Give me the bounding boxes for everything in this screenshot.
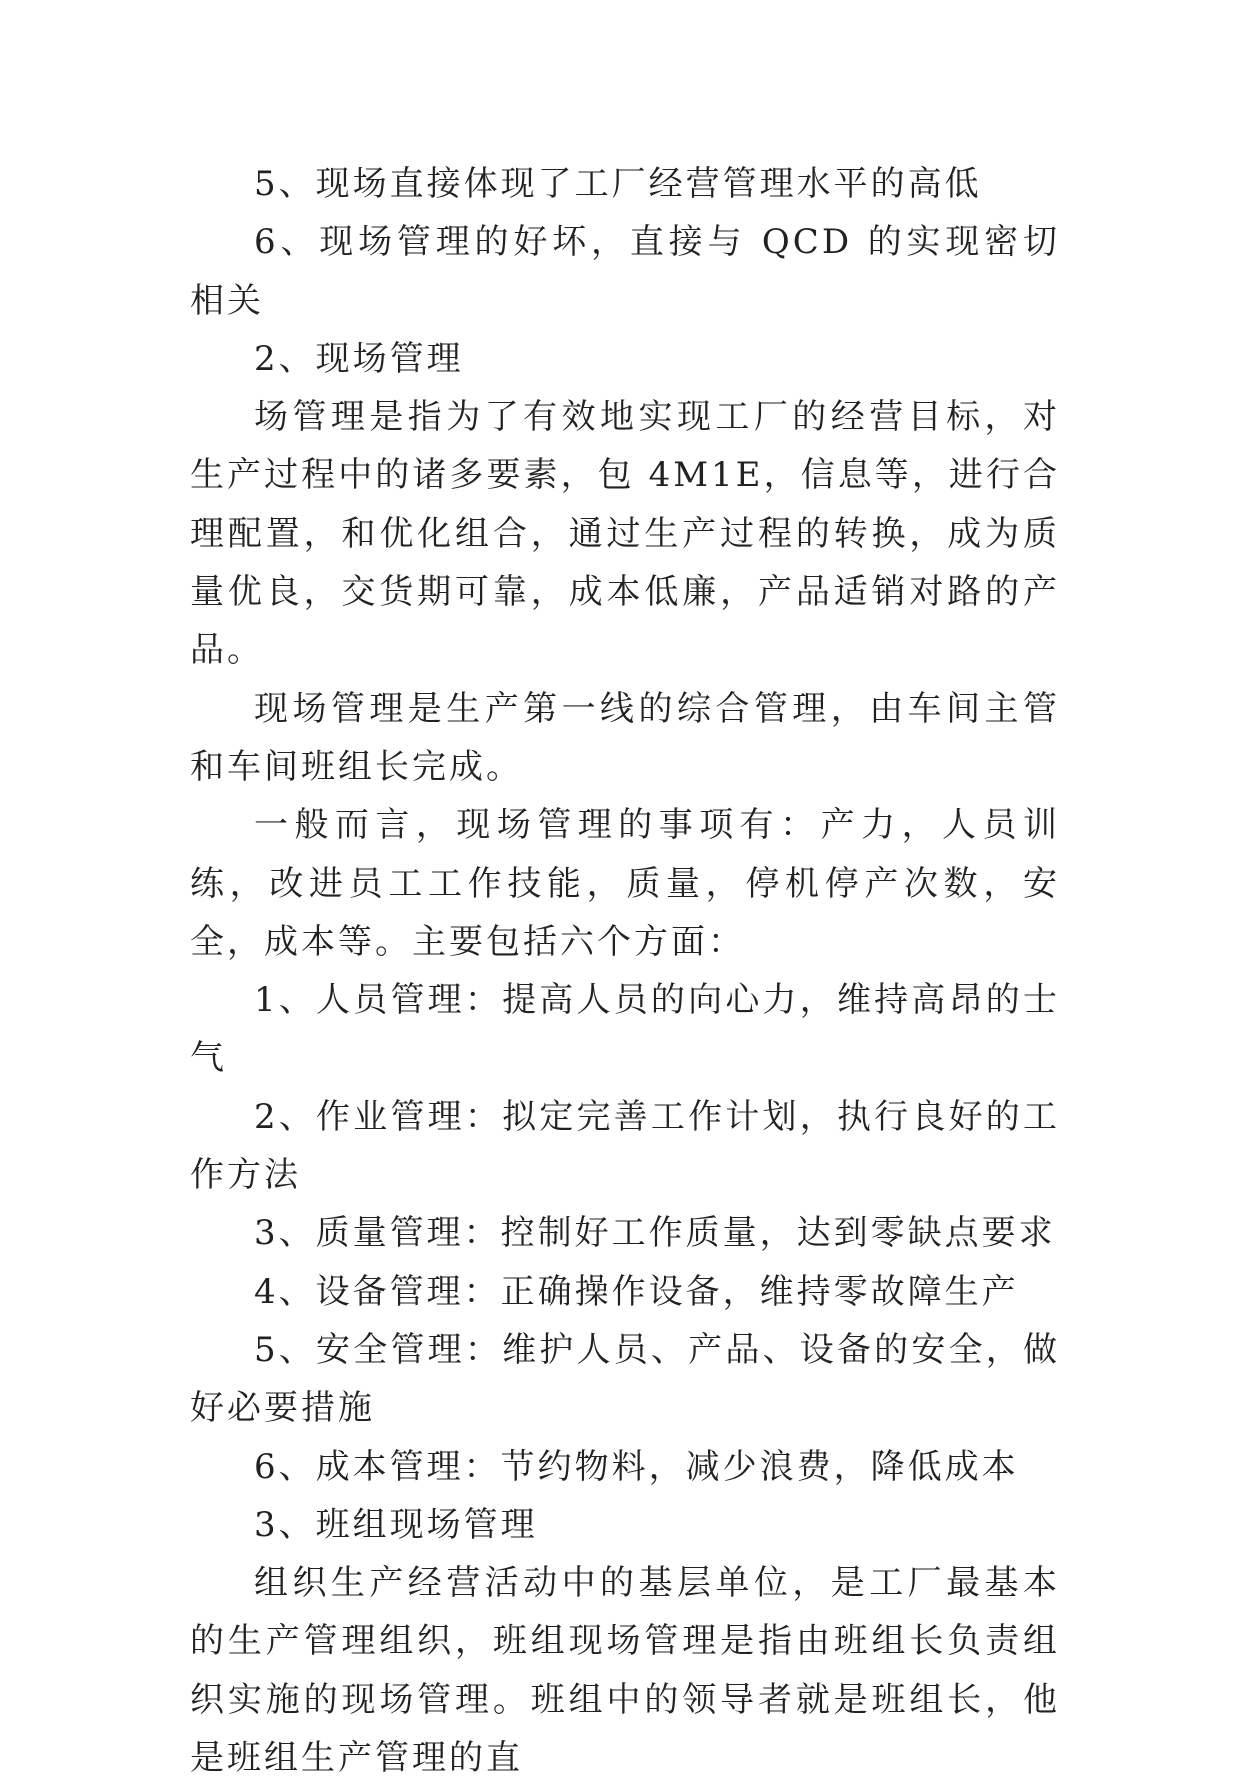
- list-item-quality: 3、质量管理：控制好工作质量，达到零缺点要求: [254, 1213, 1056, 1254]
- paragraph-definition: 场管理是指为了有效地实现工厂的经营目标，对生产过程中的诸多要素，包 4M1E，信息等，进行合理配置，和优化组合，通过生产过程的转换，成为质量优良，交货期可靠，成本低廉，产品适销对路的产品。: [190, 397, 1060, 671]
- paragraph-2: 6、现场管理的好坏，直接与 QCD 的实现密切相关: [190, 222, 1060, 321]
- paragraph-1: 5、现场直接体现了工厂经营管理水平的高低: [254, 164, 982, 204]
- paragraph-items: 一般而言，现场管理的事项有：产力，人员训练，改进员工工作技能，质量，停机停产次数，安全，成本等。主要包括六个方面：: [190, 805, 1060, 962]
- list-item-personnel: 1、人员管理：提高人员的向心力，维持高昂的士气: [190, 980, 1060, 1079]
- list-item-equipment: 4、设备管理：正确操作设备，维持零故障生产: [254, 1271, 1019, 1312]
- section-heading-3: 3、班组现场管理: [254, 1504, 538, 1545]
- list-item-operation: 2、作业管理：拟定完善工作计划，执行良好的工作方法: [190, 1096, 1060, 1196]
- section-heading-2: 2、现场管理: [254, 338, 464, 379]
- list-item-safety: 5、安全管理：维护人员、产品、设备的安全，做好必要措施: [190, 1329, 1060, 1429]
- list-item-cost: 6、成本管理：节约物料，减少浪费，降低成本: [254, 1446, 1019, 1487]
- paragraph-team: 组织生产经营活动中的基层单位，是工厂最基本的生产管理组织，班组现场管理是指由班组长负责组织实施的现场管理。班组中的领导者就是班组长，他是班组生产管理的直: [190, 1563, 1060, 1779]
- document-body: [190, 155, 1060, 1787]
- paragraph-frontline: 现场管理是生产第一线的综合管理，由车间主管和车间班组长完成。: [190, 688, 1060, 787]
